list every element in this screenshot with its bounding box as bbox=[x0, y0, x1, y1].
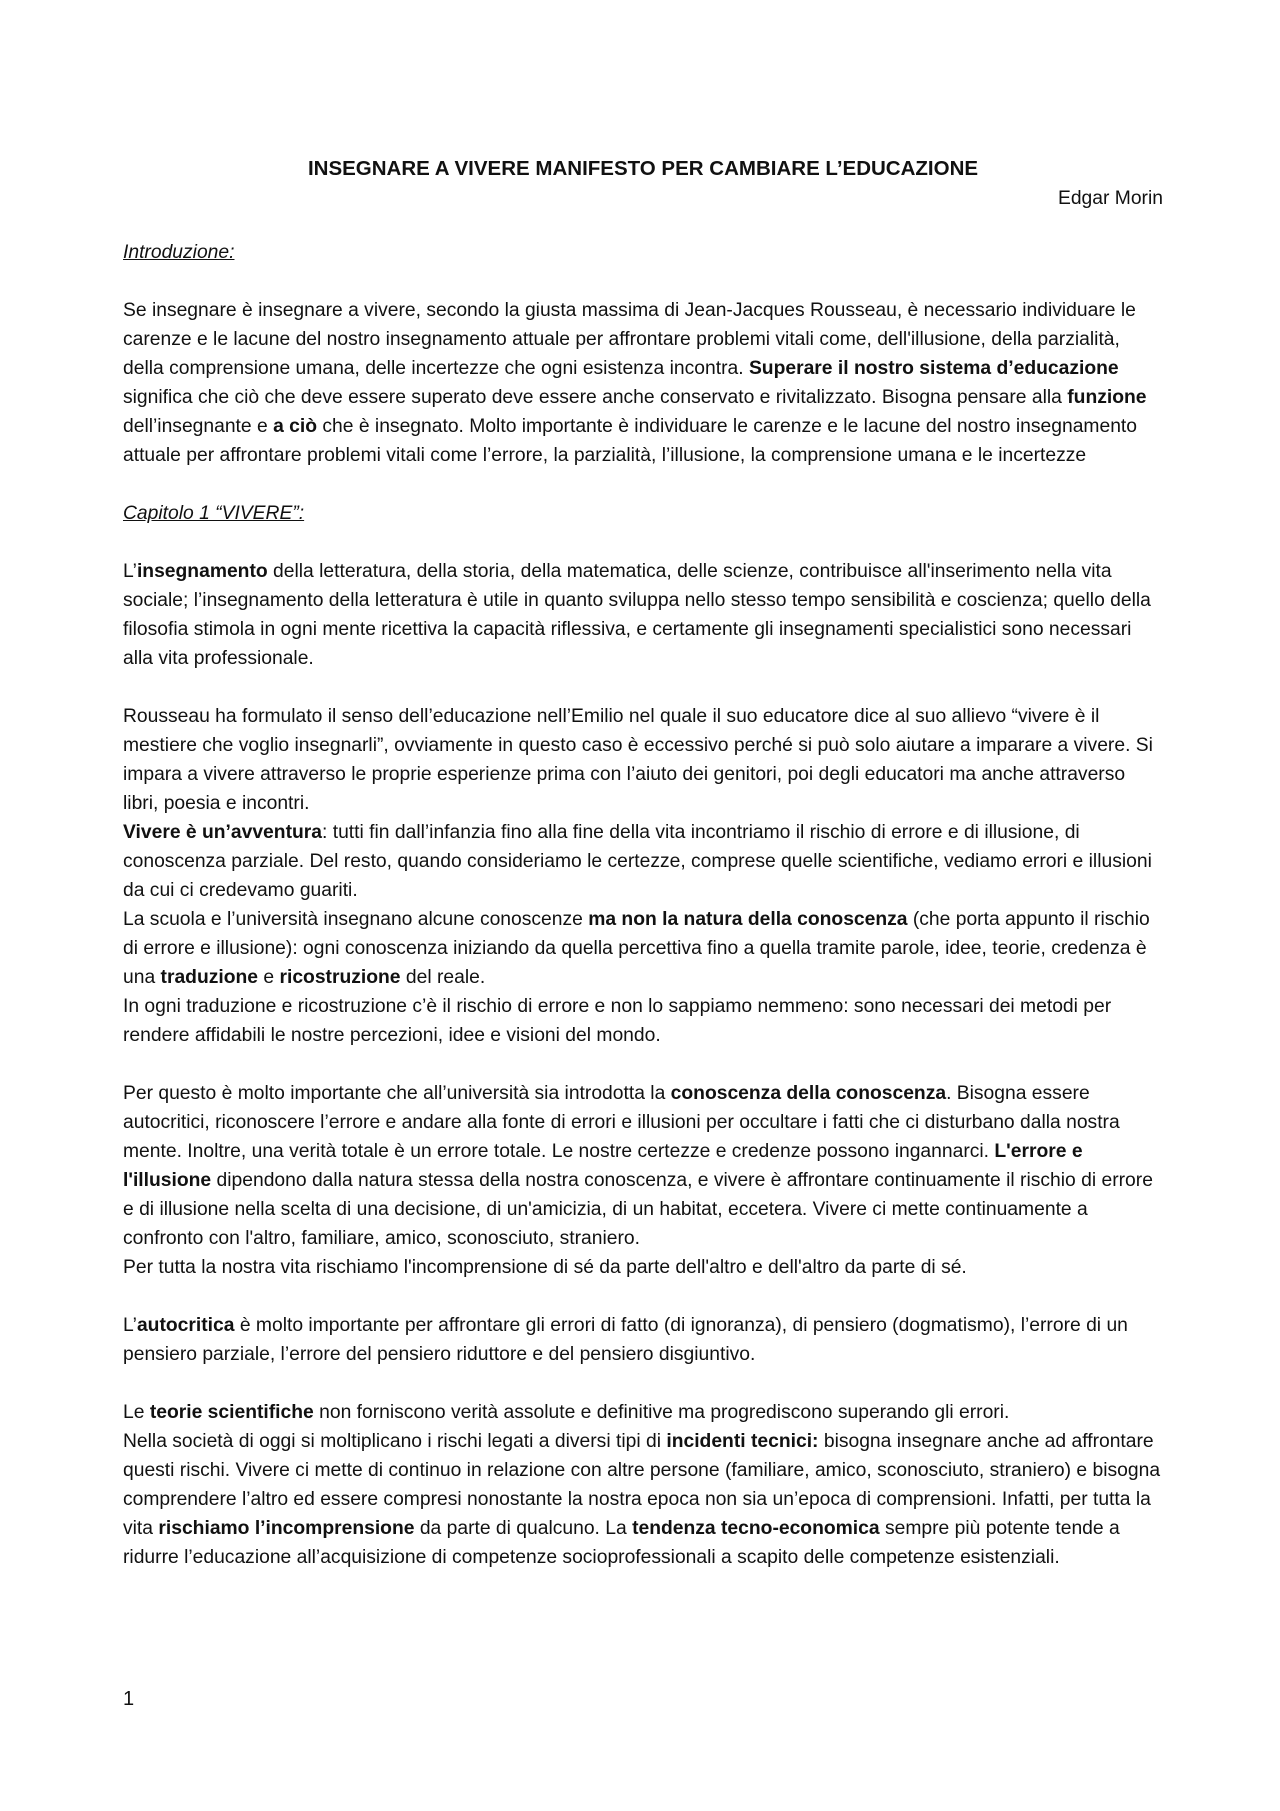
text-run: significa che ciò che deve essere superato deve essere anche conservato e rivitalizzato. Bisogna pensare alla bbox=[123, 387, 1068, 408]
bold-text: insegnamento bbox=[136, 561, 268, 582]
section-heading: Capitolo 1 “VIVERE”: bbox=[123, 503, 305, 524]
bold-text: funzione bbox=[1067, 387, 1147, 408]
text-run: da parte di qualcuno. La bbox=[414, 1518, 633, 1539]
text-run: L’ bbox=[123, 561, 137, 582]
text-run: Le bbox=[123, 1402, 150, 1423]
text-run: Se insegnare è insegnare a vivere, secondo la giusta massima di Jean-Jacques Rousseau, è necessario individuare le carenze e le lacune del nostro insegnamento attuale per affrontare problemi vitali come, dell'illusione, della parzialità, della comprensione umana, delle incertezze che ogni esistenza incontra. bbox=[123, 300, 1136, 379]
text-run: : tutti fin dall’infanzia fino alla fine della vita incontriamo il rischio di errore e di illusione, di conoscenza parziale. Del resto, quando consideriamo le certezze, comprese quelle scientifiche, vediamo errori e illusioni da cui ci credevamo guariti. bbox=[123, 822, 1152, 901]
text-run: sempre più potente tende a ridurre l’educazione all’acquisizione di competenze socioprofessionali a scapito delle competenze esistenziali. bbox=[123, 1518, 1120, 1568]
bold-text: incidenti tecnici: bbox=[666, 1431, 819, 1452]
text-run: non forniscono verità assolute e definitive ma progrediscono superando gli errori. bbox=[313, 1402, 1010, 1423]
paragraph-gap bbox=[123, 470, 1163, 499]
paragraph bbox=[123, 1398, 1163, 1427]
text-run: Per questo è molto importante che all’università sia introdotta la bbox=[123, 1083, 671, 1104]
text-run: della letteratura, della storia, della matematica, delle scienze, contribuisce all'inserimento nella vita sociale; l’insegnamento della letteratura è utile in quanto sviluppa nello stesso tempo sensibilità e coscienza; quello della filosofia stimola in ogni mente ricettiva la capacità riflessiva, e certamente gli insegnamenti specialistici sono necessari alla vita professionale. bbox=[123, 561, 1151, 669]
bold-text: ricostruzione bbox=[279, 967, 401, 988]
paragraph-gap bbox=[123, 673, 1163, 702]
bold-text: rischiamo l’incomprensione bbox=[158, 1518, 415, 1539]
bold-text: autocritica bbox=[136, 1315, 235, 1336]
text-run: In ogni traduzione e ricostruzione c’è il rischio di errore e non lo sappiamo nemmeno: sono necessari dei metodi per rendere affidabili le nostre percezioni, idee e visioni del mondo. bbox=[123, 996, 1112, 1046]
bold-text: L'errore e l'illusione bbox=[123, 1141, 1083, 1191]
text-run: e bbox=[258, 967, 280, 988]
bold-text: tendenza tecno-economica bbox=[632, 1518, 880, 1539]
paragraph bbox=[123, 1427, 1163, 1572]
paragraph bbox=[123, 702, 1163, 818]
text-run: che è insegnato. Molto importante è individuare le carenze e le lacune del nostro insegnamento attuale per affrontare problemi vitali come l’errore, la parzialità, l’illusione, la comprensione umana e le incertezze bbox=[123, 416, 1138, 466]
document-title: INSEGNARE A VIVERE MANIFESTO PER CAMBIARE L’EDUCAZIONE bbox=[307, 157, 979, 180]
text-run: La scuola e l’università insegnano alcune conoscenze bbox=[123, 909, 589, 930]
text-run: dipendono dalla natura stessa della nostra conoscenza, e vivere è affrontare continuamente il rischio di errore e di illusione nella scelta di una decisione, di un'amicizia, di un habitat, eccetera. Vivere ci mette continuamente a confronto con l'altro, familiare, amico, sconosciuto, straniero. bbox=[123, 1170, 1153, 1249]
section-heading: Introduzione: bbox=[123, 242, 235, 263]
text-run: Nella società di oggi si moltiplicano i rischi legati a diversi tipi di bbox=[123, 1431, 667, 1452]
bold-text: conoscenza della conoscenza bbox=[670, 1083, 947, 1104]
bold-text: Superare il nostro sistema d’educazione bbox=[748, 358, 1119, 379]
bold-text: teorie scientifiche bbox=[149, 1402, 314, 1423]
bold-text: a ciò bbox=[273, 416, 318, 437]
page-number: 1 bbox=[123, 1688, 135, 1710]
paragraph bbox=[123, 1253, 1163, 1282]
bold-text: Vivere è un’avventura bbox=[123, 822, 322, 843]
text-run: bisogna insegnare anche ad affrontare questi rischi. Vivere ci mette di continuo in relazione con altre persone (familiare, amico, sconosciuto, straniero) e bisogna comprendere l’altro ed essere compresi nonostante la nostra epoca non sia un’epoca di comprensioni. Infatti, per tutta la vita bbox=[123, 1431, 1161, 1539]
text-run: Per tutta la nostra vita rischiamo l'incomprensione di sé da parte dell'altro e dell'altro da parte di sé. bbox=[123, 1257, 967, 1278]
paragraph bbox=[123, 992, 1163, 1050]
paragraph bbox=[123, 296, 1163, 470]
text-run: (che porta appunto il rischio di errore e illusione): ogni conoscenza iniziando da quella percettiva fino a quella tramite parole, idee, teorie, credenza è una bbox=[123, 909, 1150, 988]
bold-text: ma non la natura della conoscenza bbox=[588, 909, 908, 930]
paragraph bbox=[123, 1311, 1163, 1369]
text-run: . Bisogna essere autocritici, riconoscere l’errore e andare alla fonte di errori e illusioni per occultare i fatti che ci disturbano dalla nostra mente. Inoltre, una verità totale è un errore totale. Le nostre certezze e credenze possono ingannarci. bbox=[123, 1083, 1120, 1162]
text-run: è molto importante per affrontare gli errori di fatto (di ignoranza), di pensiero (dogmatismo), l’errore di un pensiero parziale, l’errore del pensiero riduttore e del pensiero disgiuntivo. bbox=[123, 1315, 1128, 1365]
text-run: dell’insegnante e bbox=[123, 416, 274, 437]
paragraph-gap bbox=[123, 267, 1163, 296]
document-author: Edgar Morin bbox=[1057, 188, 1163, 209]
text-run: L’ bbox=[123, 1315, 137, 1336]
paragraph bbox=[123, 818, 1163, 905]
paragraph-gap bbox=[123, 1369, 1163, 1398]
text-run: del reale. bbox=[400, 967, 486, 988]
paragraph bbox=[123, 905, 1163, 992]
paragraph-gap bbox=[123, 1282, 1163, 1311]
text-run: Rousseau ha formulato il senso dell’educazione nell’Emilio nel quale il suo educatore dice al suo allievo “vivere è il mestiere che voglio insegnarli”, ovviamente in questo caso è eccessivo perché si può solo aiutare a imparare a vivere. Si impara a vivere attraverso le proprie esperienze prima con l’aiuto dei genitori, poi degli educatori ma anche attraverso libri, poesia e incontri. bbox=[123, 706, 1153, 814]
document-body bbox=[123, 238, 1163, 1572]
paragraph-gap bbox=[123, 528, 1163, 557]
bold-text: traduzione bbox=[160, 967, 259, 988]
paragraph-gap bbox=[123, 1050, 1163, 1079]
paragraph bbox=[123, 557, 1163, 673]
paragraph bbox=[123, 1079, 1163, 1253]
